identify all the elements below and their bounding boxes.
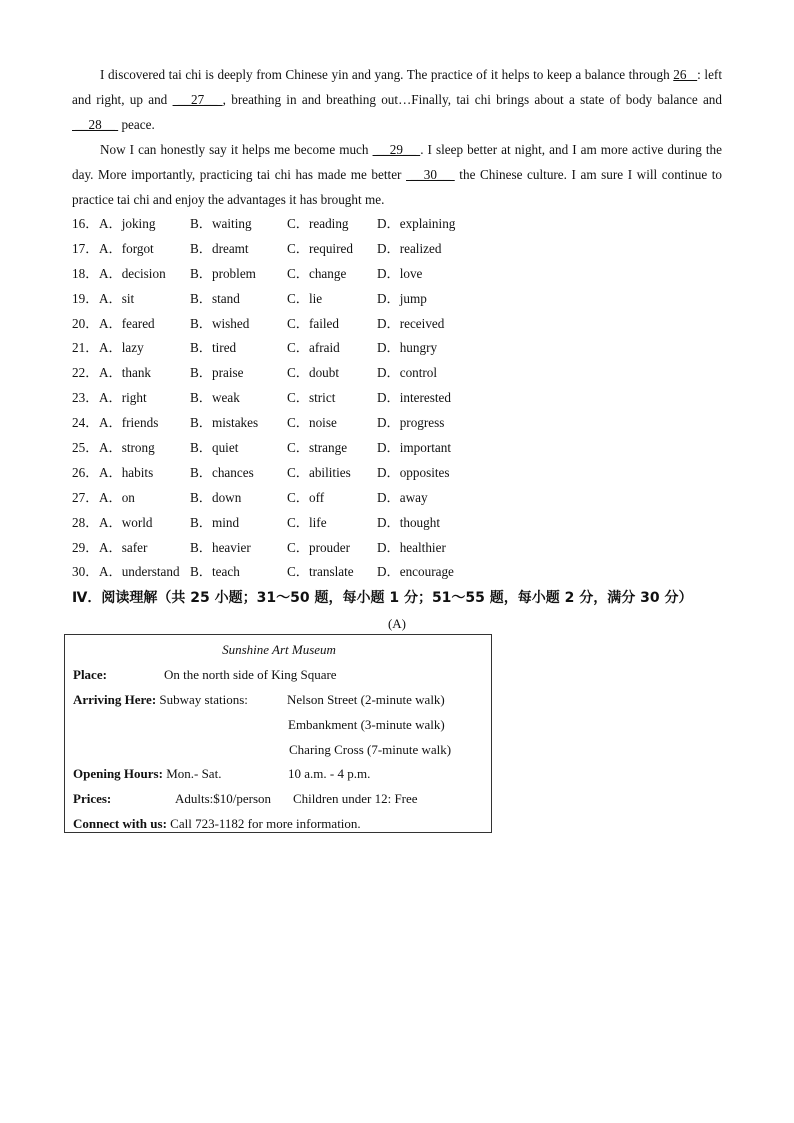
option-d: D．thought [377,514,441,530]
option-b: B．tired [190,340,237,356]
question-number: 22． [72,365,99,381]
option-b: B．wished [190,315,250,331]
question-number: 25． [72,440,99,456]
arriving-row [73,687,248,712]
option-c: C．off [287,489,325,505]
question-item [72,262,722,287]
passage-text: I discovered tai chi is deeply from Chinese yin and yang. The practice of it helps to keep a balance through [100,67,674,82]
blank-27: __27__ [172,92,223,107]
option-b: B．heavier [190,539,251,555]
option-d: D．jump [377,290,427,306]
place-label: Place: [73,667,107,682]
option-a: A．habits [99,464,154,480]
option-c: C．change [287,265,347,281]
question-list [72,212,722,585]
section-heading: Ⅳ．阅读理解（共 25 小题；31～50 题，每小题 1 分；51～55 题，每小题 2 分，满分 30 分） [72,590,693,607]
question-item [72,511,722,536]
option-d: D．received [377,315,445,331]
question-item [72,287,722,312]
option-d: D．progress [377,415,445,431]
passage-text: peace. [118,117,155,132]
option-a: A．world [99,514,153,530]
connect-row [73,811,361,836]
hours-row [73,761,221,786]
place-value: On the north side of King Square [164,667,337,682]
option-d: D．love [377,265,423,281]
station-2: Embankment (3-minute walk) [288,717,445,732]
question-item [72,237,722,262]
option-c: C．life [287,514,327,530]
option-c: C．doubt [287,365,340,381]
connect-value: Call 723-1182 for more information. [170,816,361,831]
option-b: B．praise [190,365,244,381]
museum-title: Sunshine Art Museum [222,642,336,657]
question-item [72,336,722,361]
option-d: D．away [377,489,428,505]
option-a: A．forgot [99,240,154,256]
hours-label: Opening Hours: [73,766,163,781]
passage-paragraph-1 [72,62,722,137]
question-number: 18． [72,265,99,281]
question-item [72,312,722,337]
option-a: A．joking [99,216,156,231]
option-c: C．afraid [287,340,340,356]
place-row [73,662,107,687]
exam-page [72,62,722,636]
hours-time: 10 a.m. - 4 p.m. [288,766,371,781]
option-c: C．translate [287,564,354,580]
option-d: D．explaining [377,216,456,231]
option-c: C．lie [287,290,323,306]
question-number: 28． [72,514,99,530]
option-b: B．mind [190,514,240,530]
option-d: D．encourage [377,564,454,580]
question-number: 27． [72,489,99,505]
passage-paragraph-2 [72,137,722,212]
station-3: Charing Cross (7-minute walk) [289,742,452,757]
option-d: D．control [377,365,438,381]
option-d: D．interested [377,390,451,406]
blank-28: __28__ [72,117,119,132]
question-number: 20． [72,315,99,331]
question-number: 16． [72,216,99,231]
question-item [72,461,722,486]
option-a: A．strong [99,440,155,456]
passage-text: , breathing in and breathing out…Finally, tai chi brings about a state of body balance and [222,92,722,107]
option-c: C．required [287,240,353,256]
passage-text: : left and right, up and [72,67,722,107]
option-a: A．decision [99,265,166,281]
station-1: Nelson Street (2-minute walk) [287,692,445,707]
option-b: B．weak [190,390,240,406]
question-item [72,411,722,436]
prices-adults: Adults:$10/person [175,791,272,806]
option-c: C．reading [287,216,349,231]
passage-text: . I sleep better at night, and I am more active during the day. More importantly, practicing tai chi has made me better [72,142,723,182]
option-a: A．on [99,489,135,505]
question-number: 26． [72,464,99,480]
connect-label: Connect with us: [73,816,167,831]
prices-label: Prices: [73,791,112,806]
part-label: (A) [387,616,407,632]
question-number: 29． [72,539,99,555]
arriving-label: Arriving Here: [73,692,157,707]
option-d: D．opposites [377,464,450,480]
option-c: C．strange [287,440,348,456]
arriving-sub: Subway stations: [159,692,248,707]
passage-text: Now I can honestly say it helps me become much [100,142,373,157]
museum-info-box [64,634,492,833]
question-number: 23． [72,390,99,406]
blank-30: __30__ [406,167,455,182]
prices-row [73,786,111,811]
question-number: 17． [72,240,99,256]
option-c: C．abilities [287,464,351,480]
option-a: A．thank [99,365,152,381]
option-a: A．friends [99,415,159,431]
option-c: C．strict [287,390,336,406]
blank-29: __29__ [372,142,421,157]
option-c: C．noise [287,415,337,431]
question-item [72,212,722,237]
option-a: A．lazy [99,340,144,356]
question-number: 19． [72,290,99,306]
question-item [72,386,722,411]
option-a: A．feared [99,315,155,331]
question-item [72,436,722,461]
option-b: B．mistakes [190,415,259,431]
question-number: 30． [72,564,99,580]
prices-children: Children under 12: Free [293,791,418,806]
option-a: A．safer [99,539,148,555]
question-number: 21． [72,340,99,356]
option-a: A．understand [99,564,180,580]
option-d: D．important [377,440,451,456]
question-item [72,361,722,386]
question-item [72,536,722,561]
option-b: B．waiting [190,216,252,231]
option-b: B．quiet [190,440,239,456]
question-item [72,560,722,585]
blank-26: 26 [673,67,698,82]
option-d: D．healthier [377,539,446,555]
question-item [72,486,722,511]
passage-text: the Chinese culture. I am sure I will continue to practice tai chi and enjoy the advantages it has brought me. [72,167,722,207]
option-b: B．teach [190,564,240,580]
option-a: A．right [99,390,147,406]
option-b: B．problem [190,265,256,281]
option-d: D．realized [377,240,442,256]
option-b: B．down [190,489,242,505]
option-a: A．sit [99,290,135,306]
option-d: D．hungry [377,340,438,356]
option-c: C．prouder [287,539,350,555]
option-b: B．chances [190,464,254,480]
option-c: C．failed [287,315,340,331]
option-b: B．dreamt [190,240,249,256]
hours-days: Mon.- Sat. [166,766,222,781]
question-number: 24． [72,415,99,431]
option-b: B．stand [190,290,240,306]
